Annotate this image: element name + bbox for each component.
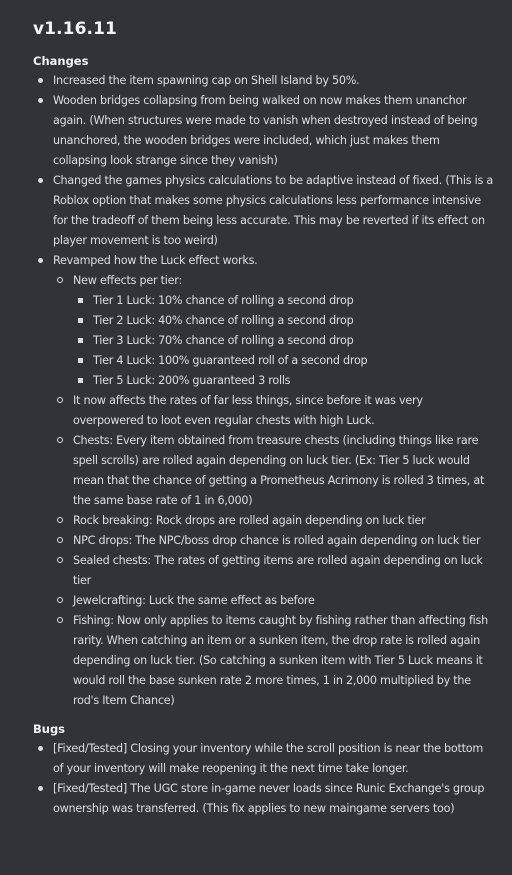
list-item: [53, 611, 494, 711]
list-item: [33, 739, 494, 779]
tier-list: [73, 291, 494, 391]
list-item: [33, 779, 494, 819]
list-item: [33, 71, 494, 91]
luck-subitem-text: New effects per tier:: [73, 274, 182, 287]
bullet-square: [78, 338, 83, 343]
bullet-square: [78, 378, 83, 383]
list-item: [53, 431, 494, 511]
list-item: [73, 371, 494, 391]
luck-subitem-text: Fishing: Now only applies to items caught by fishing rather than affecting fish rarity. When catching an item or a sunken item, the drop rate is rolled again depending on luck tier. (So catching a sunken item with Tier 5 Luck means it would roll the base sunken rate 2 more times, 1 in 2,000 multiplied by the rod's Item Chance): [73, 614, 488, 707]
list-item: [53, 511, 494, 531]
bullet-disc: [38, 78, 43, 83]
luck-subitem-text: Chests: Every item obtained from treasure chests (including things like rare spell scrolls) are rolled again depending on luck tier. (Ex: Tier 5 luck would mean that the chance of getting a Prometheus Acrimony is rolled 3 times, at the same base rate of 1 in 6,000): [73, 434, 485, 507]
bullet-disc: [38, 786, 43, 791]
list-item: [73, 331, 494, 351]
list-item: [53, 391, 494, 431]
list-item: [53, 591, 494, 611]
luck-subitem-text: Jewelcrafting: Luck the same effect as before: [73, 594, 315, 607]
luck-subitem-text: Sealed chests: The rates of getting items are rolled again depending on luck tier: [73, 554, 483, 587]
changes-heading: Changes: [33, 54, 89, 68]
tier-text: Tier 5 Luck: 200% guaranteed 3 rolls: [93, 374, 291, 387]
list-item: [53, 271, 494, 391]
bullet-disc: [38, 258, 43, 263]
change-text: Wooden bridges collapsing from being walked on now makes them unanchor again. (When structures were made to vanish when destroyed instead of being unanchored, the wooden bridges were included, which just makes them collapsing look strange since they vanish): [53, 94, 478, 167]
bullet-circle: [57, 617, 63, 623]
tier-text: Tier 1 Luck: 10% chance of rolling a second drop: [93, 294, 354, 307]
list-item: [53, 551, 494, 591]
bullet-square: [78, 318, 83, 323]
list-item: [53, 531, 494, 551]
change-text: Increased the item spawning cap on Shell Island by 50%.: [53, 74, 360, 87]
tier-text: Tier 4 Luck: 100% guaranteed roll of a second drop: [93, 354, 368, 367]
list-item: [73, 311, 494, 331]
changes-list: [33, 71, 494, 711]
bullet-circle: [57, 277, 63, 283]
list-item: [73, 351, 494, 371]
bullet-circle: [57, 557, 63, 563]
bullet-disc: [38, 746, 43, 751]
bullet-circle: [57, 437, 63, 443]
luck-subitem-text: It now affects the rates of far less things, since before it was very overpowered to loot even regular chests with high Luck.: [73, 394, 423, 427]
bullet-circle: [57, 597, 63, 603]
bugs-list: [33, 739, 494, 819]
luck-subitem-text: NPC drops: The NPC/boss drop chance is rolled again depending on luck tier: [73, 534, 481, 547]
change-text: Revamped how the Luck effect works.: [53, 254, 258, 267]
bug-text: [Fixed/Tested] The UGC store in-game never loads since Runic Exchange's group ownership was transferred. (This fix applies to new maingame servers too): [53, 782, 485, 815]
bullet-square: [78, 358, 83, 363]
bullet-circle: [57, 537, 63, 543]
list-item: [33, 251, 494, 711]
bugs-heading: Bugs: [33, 722, 66, 736]
tier-text: Tier 2 Luck: 40% chance of rolling a second drop: [93, 314, 354, 327]
bullet-circle: [57, 397, 63, 403]
list-item: [33, 171, 494, 251]
bullet-disc: [38, 98, 43, 103]
change-text: Changed the games physics calculations to be adaptive instead of fixed. (This is a Roblox option that makes some physics calculations less performance intensive for the tradeoff of them being less accurate. This may be reverted if its effect on player movement is too weird): [53, 174, 493, 247]
version-title: v1.16.11: [33, 19, 117, 39]
bullet-disc: [38, 178, 43, 183]
luck-sublist: [53, 271, 494, 711]
list-item: [33, 91, 494, 171]
tier-text: Tier 3 Luck: 70% chance of rolling a second drop: [93, 334, 354, 347]
list-item: [73, 291, 494, 311]
bug-text: [Fixed/Tested] Closing your inventory while the scroll position is near the bottom of your inventory will make reopening it the next time take longer.: [53, 742, 484, 775]
bullet-square: [78, 298, 83, 303]
luck-subitem-text: Rock breaking: Rock drops are rolled again depending on luck tier: [73, 514, 426, 527]
bullet-circle: [57, 517, 63, 523]
